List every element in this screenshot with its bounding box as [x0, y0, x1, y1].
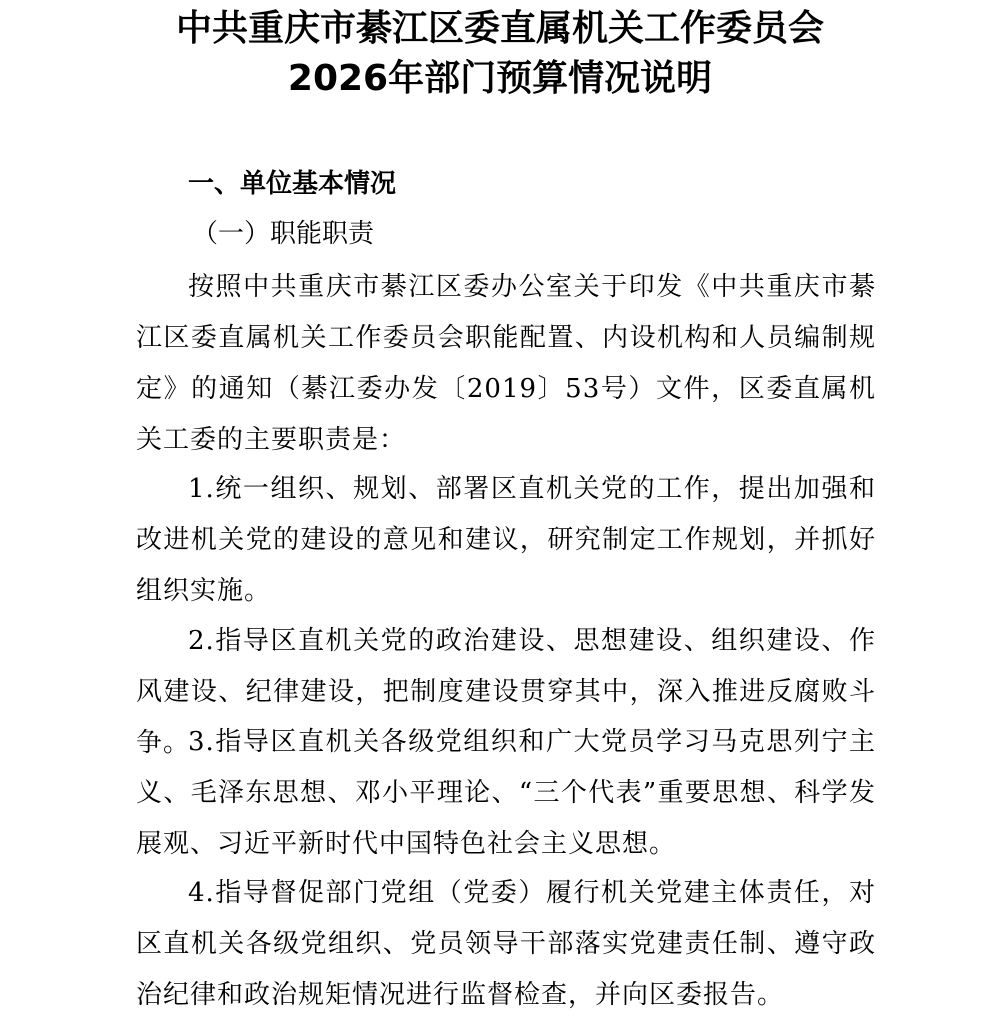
subsection-heading: （一）职能职责 — [192, 219, 375, 249]
document-title-line-2: 2026年部门预算情况说明 — [287, 58, 713, 99]
section-heading: 一、单位基本情况 — [188, 169, 397, 199]
duty-item-1: 1.统一组织、规划、部署区直机关党的工作，提出加强和改进机关党的建设的意见和建议，研究制定工作规划，并抓好组织实施。 — [136, 474, 876, 606]
duty-item-2: 2.指导区直机关党的政治建设、思想建设、组织建设、作风建设、纪律建设，把制度建设贯穿其中，深入推进反腐败斗争。 — [136, 626, 876, 758]
intro-paragraph: 按照中共重庆市綦江区委办公室关于印发《中共重庆市綦江区委直属机关工作委员会职能配置、内设机构和人员编制规定》的通知（綦江委办发〔2019〕53号）文件，区委直属机关工委的主要职责是： — [136, 272, 876, 455]
duty-item-3: 3.指导区直机关各级党组织和广大党员学习马克思列宁主义、毛泽东思想、邓小平理论、“三个代表”重要思想、科学发展观、习近平新时代中国特色社会主义思想。 — [136, 727, 876, 859]
duty-item-4: 4.指导督促部门党组（党委）履行机关党建主体责任，对区直机关各级党组织、党员领导干部落实党建责任制、遵守政治纪律和政治规矩情况进行监督检查，并向区委报告。 — [136, 878, 876, 1010]
document-title-line-1: 中共重庆市綦江区委直属机关工作委员会 — [175, 8, 824, 49]
